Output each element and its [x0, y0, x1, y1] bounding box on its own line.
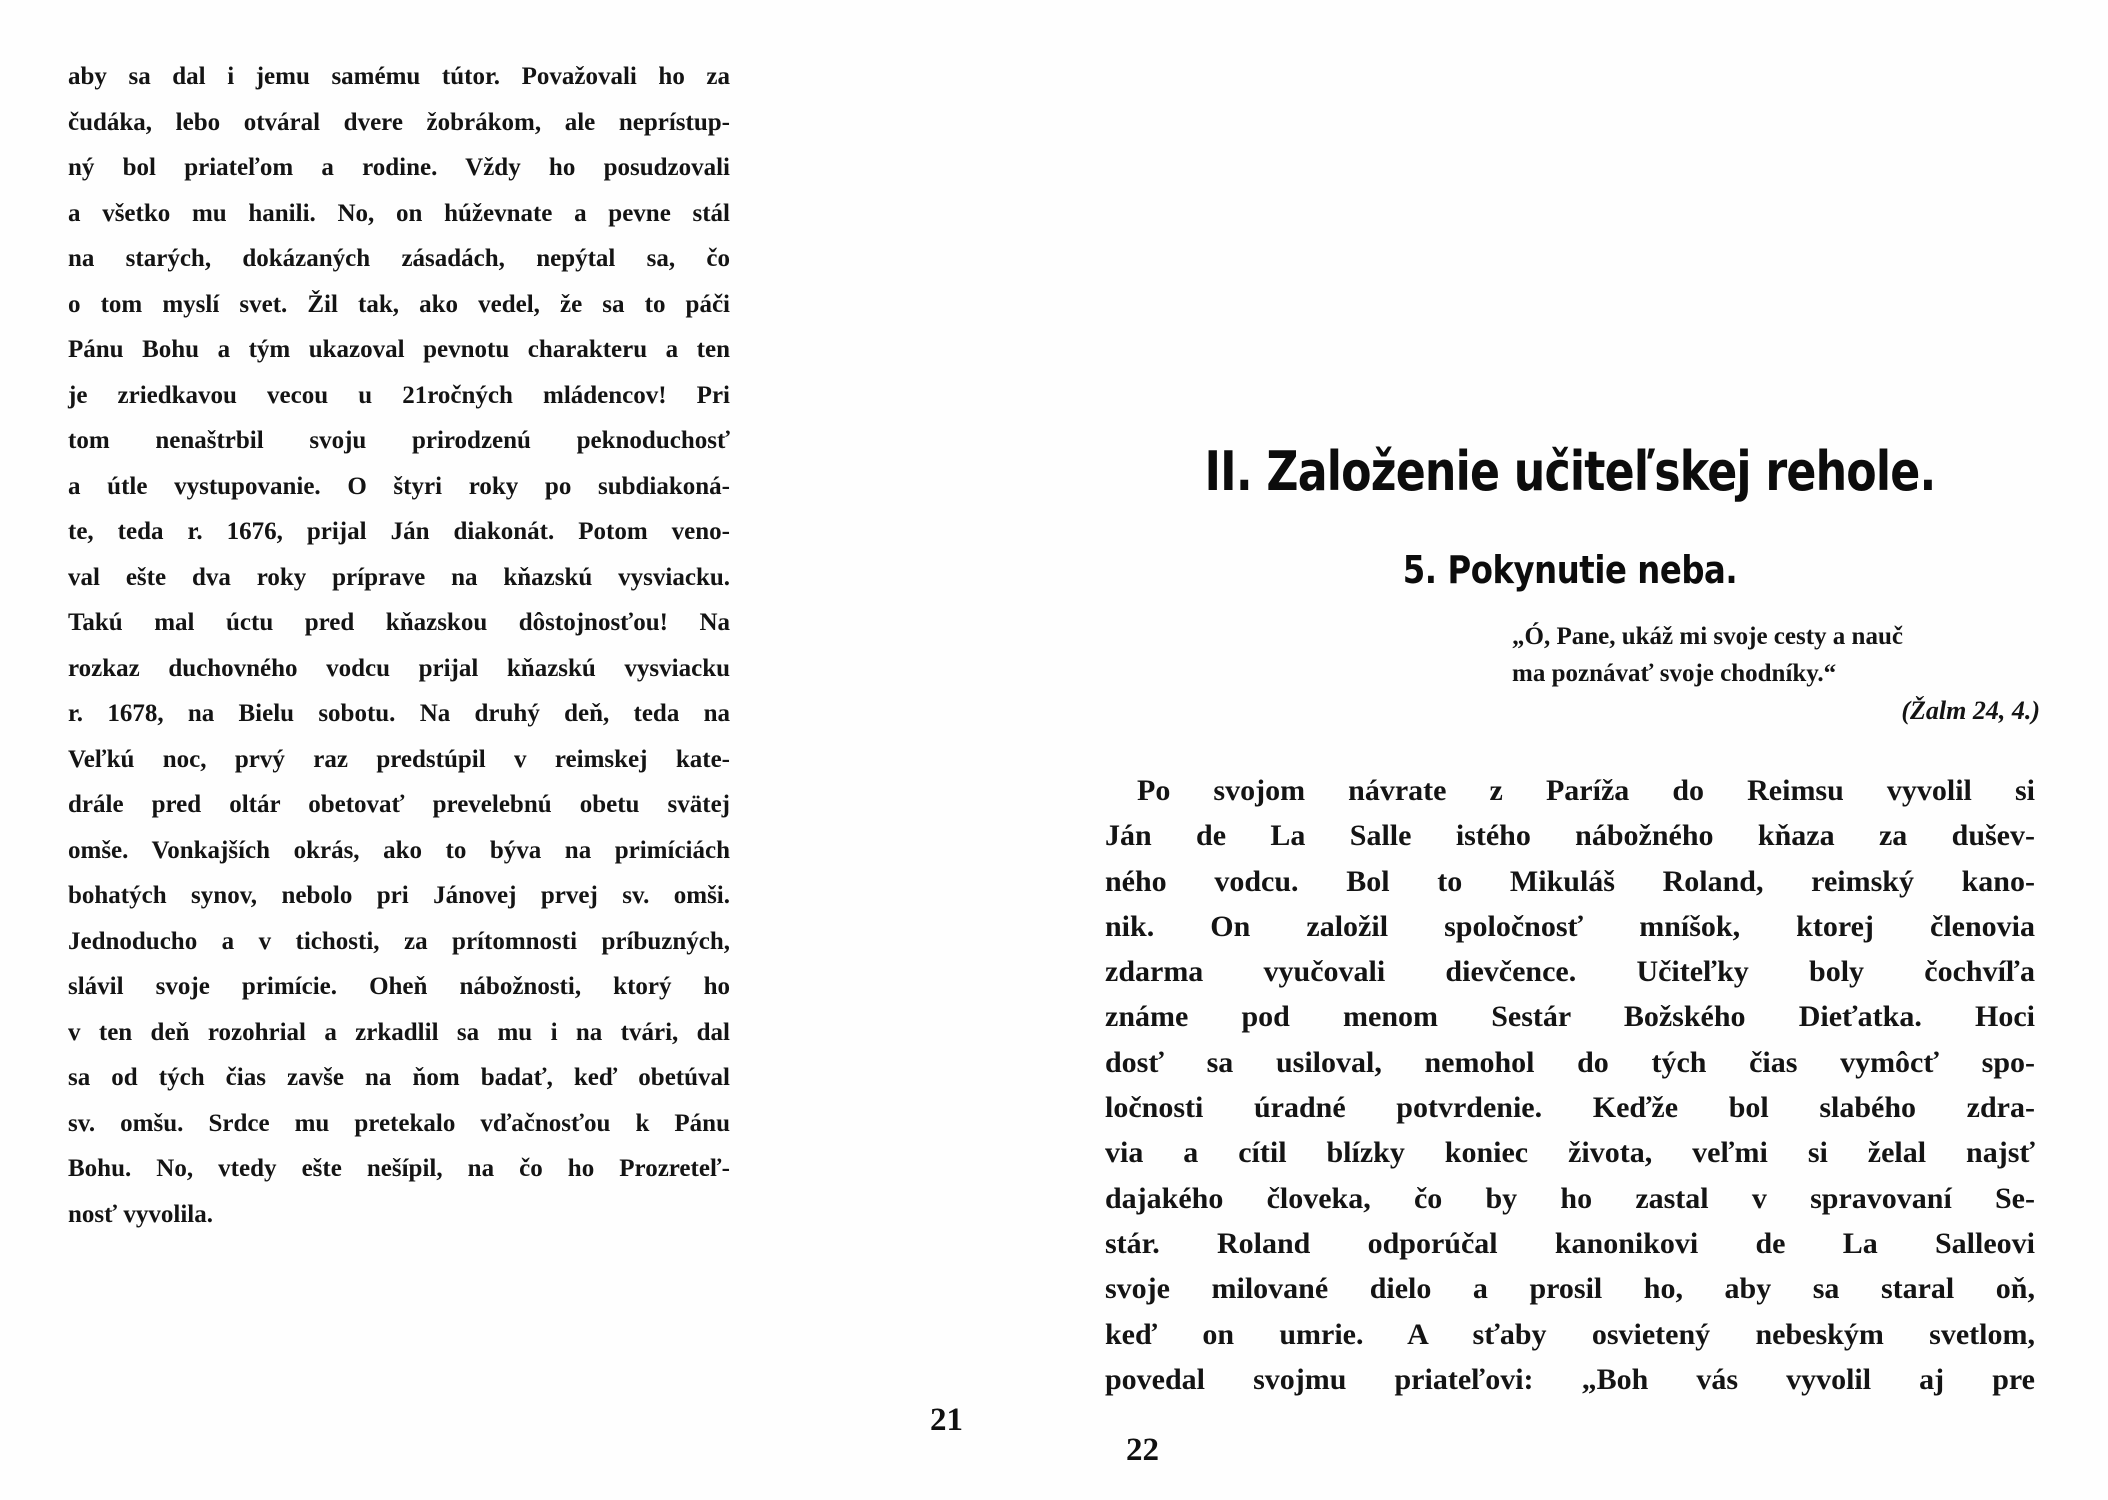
page-left — [0, 0, 1050, 1500]
text-line: tom nenaštrbil svoju prirodzenú peknoduchosť — [68, 427, 730, 454]
page-left-text — [68, 54, 730, 1237]
text-line: Jednoducho a v tichosti, za prítomnosti príbuzných, — [68, 927, 730, 955]
text-line: svoje milované dielo a prosil ho, aby sa staral oň, — [1105, 1272, 2035, 1306]
text-line: omše. Vonkajších okrás, ako to býva na primíciách — [68, 836, 730, 864]
page-number-left: 21 — [930, 1402, 963, 1438]
text-line: na starých, dokázaných zásadách, nepýtal sa, čo — [68, 245, 730, 272]
text-line: dajakého človeka, čo by ho zastal v spravovaní Se- — [1105, 1181, 2035, 1215]
text-line: „Ó, Pane, ukáž mi svoje cesty a nauč — [1512, 623, 1903, 650]
page-right — [1050, 0, 2108, 1500]
text-line: sa od tých čias zavše na ňom badať, keď obetúval — [68, 1064, 730, 1091]
text-line: čudáka, lebo otváral dvere žobrákom, ale neprístup- — [68, 108, 730, 136]
text-line: ného vodcu. Bol to Mikuláš Roland, reimský kano- — [1105, 864, 2035, 898]
text-line: o tom myslí svet. Žil tak, ako vedel, že sa to páči — [68, 290, 730, 318]
text-line: nosť vyvolila. — [68, 1200, 213, 1228]
text-line: stár. Roland odporúčal kanonikovi de La Salleovi — [1105, 1226, 2035, 1260]
text-line: je zriedkavou vecou u 21ročných mládencov! Pri — [68, 381, 730, 409]
text-line: keď on umrie. A sťaby osvietený nebeským svetlom, — [1105, 1317, 2035, 1351]
epigraph-citation: (Žalm 24, 4.) — [1901, 696, 2040, 725]
text-line: dosť sa usiloval, nemohol do tých čias vymôcť spo- — [1105, 1045, 2035, 1079]
page-number-right: 22 — [1126, 1432, 1159, 1468]
text-line: ný bol priateľom a rodine. Vždy ho posudzovali — [68, 154, 730, 181]
text-line: v ten deň rozohrial a zrkadlil sa mu i na tvári, dal — [68, 1018, 730, 1046]
text-line: bohatých synov, nebolo pri Jánovej prvej sv. omši. — [68, 882, 730, 909]
text-line: Po svojom návrate z Paríža do Reimsu vyvolil si — [1137, 774, 2035, 807]
text-line: Bohu. No, vtedy ešte nešípil, na čo ho Prozreteľ- — [68, 1155, 730, 1182]
text-line: povedal svojmu priateľovi: „Boh vás vyvolil aj pre — [1105, 1362, 2035, 1396]
text-line: zdarma vyučovali dievčence. Učiteľky boly čochvíľa — [1105, 955, 2035, 989]
text-line: slávil svoje primície. Oheň nábožnosti, ktorý ho — [68, 973, 730, 1000]
text-line: drále pred oltár obetovať prevelebnú obetu svätej — [68, 791, 730, 818]
page-right-text — [1105, 768, 2035, 1402]
text-line: Veľkú noc, prvý raz predstúpil v reimskej kate- — [68, 745, 730, 773]
section-heading: 5. Pokynutie neba. — [1402, 548, 1738, 592]
text-line: te, teda r. 1676, prijal Ján diakonát. Potom veno- — [68, 518, 730, 545]
text-line: via a cítil blízky koniec života, veľmi si želal najsť — [1105, 1136, 2035, 1170]
text-line: r. 1678, na Bielu sobotu. Na druhý deň, teda na — [68, 700, 730, 727]
text-line: ma poznávať svoje chodníky.“ — [1512, 660, 1837, 687]
epigraph — [1512, 618, 2042, 726]
text-line: Takú mal úctu pred kňazskou dôstojnosťou! Na — [68, 609, 730, 636]
text-line: známe pod menom Sestár Božského Dieťatka. Hoci — [1105, 1000, 2035, 1034]
text-line: sv. omšu. Srdce mu pretekalo vďačnosťou k Pánu — [68, 1109, 730, 1137]
chapter-heading: II. Založenie učiteľskej rehole. — [1204, 440, 1936, 503]
text-line: Pánu Bohu a tým ukazoval pevnotu charakteru a ten — [68, 336, 730, 363]
text-line: nik. On založil spoločnosť mníšok, ktorej členovia — [1105, 909, 2035, 943]
text-line: a útle vystupovanie. O štyri roky po subdiakoná- — [68, 472, 730, 500]
text-line: a všetko mu hanili. No, on húževnate a pevne stál — [68, 199, 730, 227]
text-line: ločnosti úradné potvrdenie. Keďže bol slabého zdra- — [1105, 1091, 2035, 1125]
text-line: rozkaz duchovného vodcu prijal kňazskú vysviacku — [68, 654, 730, 682]
text-line: Ján de La Salle istého nábožného kňaza za dušev- — [1105, 819, 2035, 853]
epigraph-text — [1512, 618, 2042, 692]
text-line: val ešte dva roky príprave na kňazskú vysviacku. — [68, 563, 730, 591]
text-line: aby sa dal i jemu samému tútor. Považovali ho za — [68, 63, 730, 90]
